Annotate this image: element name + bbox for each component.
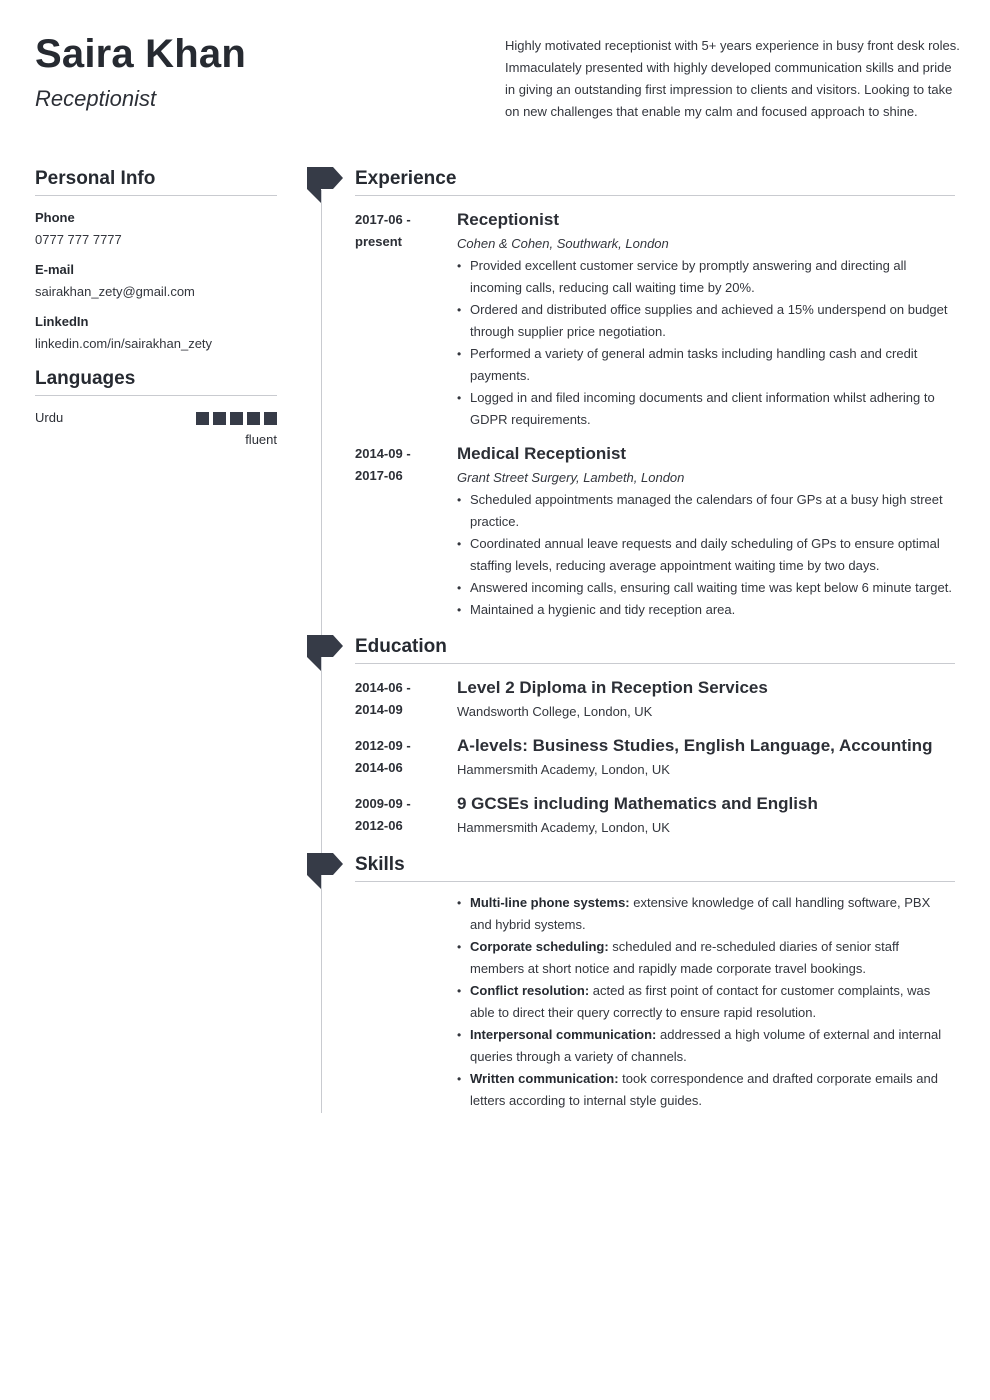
skill-item — [457, 1068, 955, 1112]
date-start: 2012-09 - — [355, 738, 411, 753]
duties-list — [457, 489, 955, 621]
skill-name: Corporate scheduling: — [470, 939, 609, 954]
skill-detail: took correspondence and drafted corporate emails and letters according to internal style guides. — [470, 1071, 938, 1108]
degree-title: Level 2 Diploma in Reception Services — [457, 678, 768, 697]
language-rating — [196, 412, 277, 425]
entry-dates — [355, 443, 450, 487]
phone-label: Phone — [35, 210, 75, 225]
school-name: Hammersmith Academy, London, UK — [457, 820, 670, 835]
phone-value: 0777 777 7777 — [35, 232, 122, 247]
duty-item: • Performed a variety of general admin tasks including handling cash and credit payments. — [457, 343, 955, 387]
skill-name: Written communication: — [470, 1071, 619, 1086]
email-label: E-mail — [35, 262, 75, 277]
section-flag-icon — [307, 634, 344, 671]
employer: Cohen & Cohen, Southwark, London — [457, 236, 669, 251]
duty-item: • Maintained a hygienic and tidy reception area. — [457, 599, 955, 621]
skill-name: Multi-line phone systems: — [470, 895, 630, 910]
skills-list — [457, 892, 955, 1112]
skill-detail: scheduled and re-scheduled diaries of senior staff members at short notice and rapidly made corporate travel bookings. — [470, 939, 899, 976]
degree-title: 9 GCSEs including Mathematics and English — [457, 794, 818, 813]
skill-detail: addressed a high volume of external and internal queries through a variety of channels. — [470, 1027, 942, 1064]
candidate-title: Receptionist — [35, 86, 157, 111]
entry-dates — [355, 793, 450, 837]
entry-content — [457, 892, 955, 1112]
languages-heading: Languages — [35, 368, 277, 396]
education-heading: Education — [355, 636, 955, 664]
candidate-name: Saira Khan — [35, 32, 246, 76]
job-role: Medical Receptionist — [457, 444, 627, 463]
rating-square — [247, 412, 260, 425]
language-name: Urdu — [35, 410, 64, 425]
date-start: 2014-09 - — [355, 446, 411, 461]
email-value[interactable]: sairakhan_zety@gmail.com — [35, 284, 195, 299]
rating-square — [230, 412, 243, 425]
entry-content — [457, 793, 955, 839]
profile-summary: Highly motivated receptionist with 5+ years experience in busy front desk roles. Immaculately presented with highly developed communication skills and pride in giving an outstanding first impression to clients and visitors. Looking to take on new challenges that enable my calm and focused approach to shine. — [505, 38, 960, 119]
section-flag-icon — [307, 166, 344, 203]
date-end: 2012-06 — [355, 818, 403, 833]
skill-item — [457, 1024, 955, 1068]
linkedin-value[interactable]: linkedin.com/in/sairakhan_zety — [35, 336, 213, 351]
school-name: Hammersmith Academy, London, UK — [457, 762, 670, 777]
duty-item: • Ordered and distributed office supplies and achieved a 15% underspend on budget through supplier price negotiation. — [457, 299, 955, 343]
section-flag-icon — [307, 852, 344, 889]
skill-detail: acted as first point of contact for customer complaints, was able to direct their query correctly to ensure rapid resolution. — [470, 983, 931, 1020]
personal-info-heading: Personal Info — [35, 168, 277, 196]
skills-heading: Skills — [355, 854, 955, 882]
duty-item: • Coordinated annual leave requests and daily scheduling of GPs to ensure optimal staffing levels, reducing average appointment waiting time by two days. — [457, 533, 955, 577]
rating-square — [196, 412, 209, 425]
date-end: 2014-09 — [355, 702, 403, 717]
date-start: 2009-09 - — [355, 796, 411, 811]
duty-item: • Logged in and filed incoming documents and client information whilst adhering to GDPR requirements. — [457, 387, 955, 431]
entry-dates — [355, 735, 450, 779]
entry-content — [457, 443, 955, 621]
skill-item — [457, 892, 955, 936]
left-column — [35, 168, 277, 450]
skill-item — [457, 936, 955, 980]
duties-list — [457, 255, 955, 431]
entry-dates — [355, 677, 450, 721]
date-end: 2014-06 — [355, 760, 403, 775]
job-role: Receptionist — [457, 210, 560, 229]
employer: Grant Street Surgery, Lambeth, London — [457, 470, 685, 485]
entry-content — [457, 735, 955, 781]
skill-name: Interpersonal communication: — [470, 1027, 657, 1042]
experience-heading: Experience — [355, 168, 955, 196]
rating-square — [213, 412, 226, 425]
entry-content — [457, 677, 955, 723]
skill-detail: extensive knowledge of call handling software, PBX and hybrid systems. — [470, 895, 931, 932]
language-item — [35, 408, 277, 430]
rating-square — [264, 412, 277, 425]
degree-title: A-levels: Business Studies, English Language, Accounting — [457, 736, 933, 755]
entry-content — [457, 209, 955, 431]
entry-dates — [355, 209, 450, 253]
duty-item: • Answered incoming calls, ensuring call waiting time was kept below 6 minute target. — [457, 577, 955, 599]
date-end: 2017-06 — [355, 468, 403, 483]
language-level: fluent — [245, 432, 277, 447]
duty-item: • Provided excellent customer service by promptly answering and directing all incoming calls, reducing call waiting time by 20%. — [457, 255, 955, 299]
date-start: 2017-06 - — [355, 212, 411, 227]
skill-item — [457, 980, 955, 1024]
date-start: 2014-06 - — [355, 680, 411, 695]
school-name: Wandsworth College, London, UK — [457, 704, 653, 719]
skill-name: Conflict resolution: — [470, 983, 590, 998]
linkedin-label: LinkedIn — [35, 314, 89, 329]
duty-item: • Scheduled appointments managed the calendars of four GPs at a busy high street practice. — [457, 489, 955, 533]
date-end: present — [355, 234, 402, 249]
